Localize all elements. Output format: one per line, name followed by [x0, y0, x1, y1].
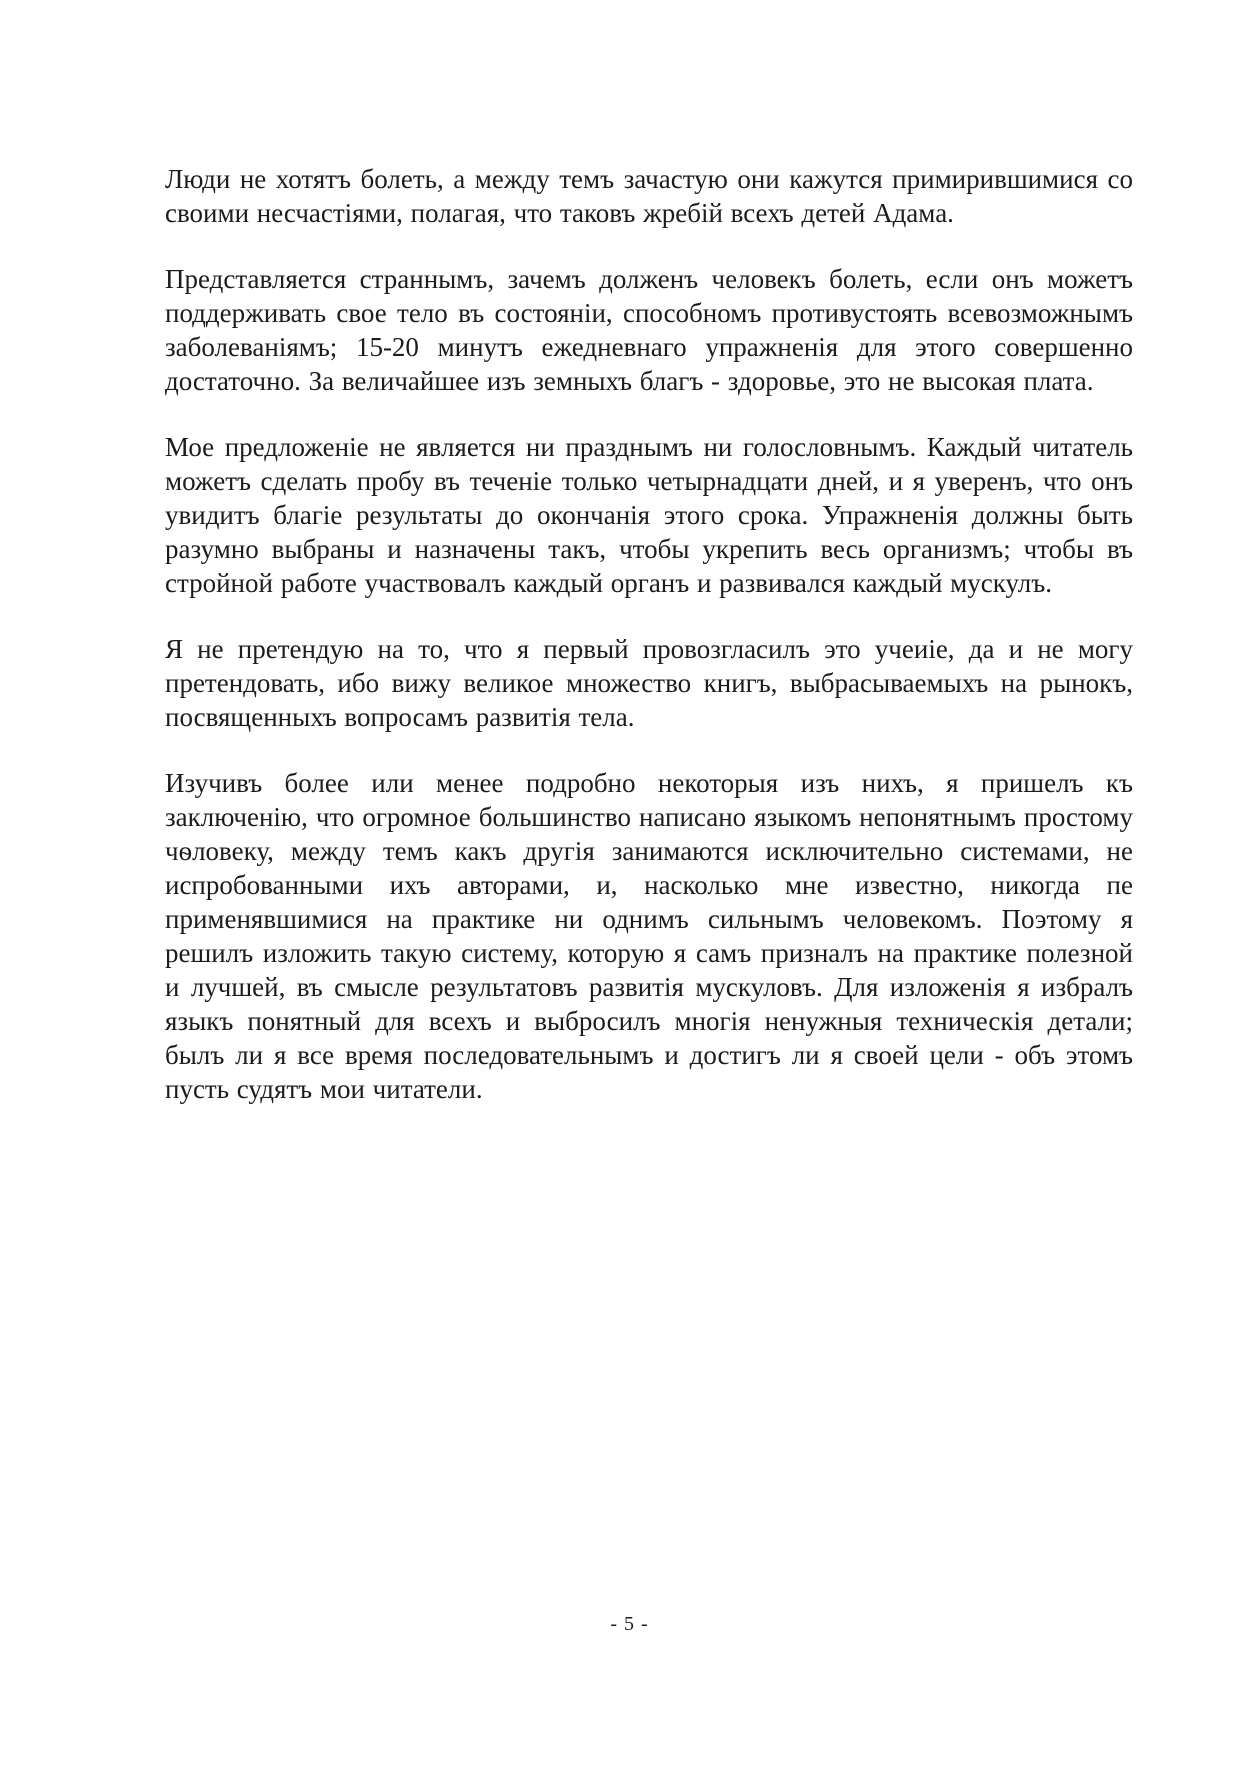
paragraph-2: Представляется страннымъ, зачемъ долженъ человекъ болеть, если онъ можетъ поддерживать свое тело въ состояніи, способномъ противустоять всевозможнымъ заболеваніямъ; 15-20 минутъ ежедневнаго упражненія для этого совершенно достаточно. За величайшее изъ земныхъ благъ - здоровье, это не высокая плата. — [165, 264, 1133, 396]
paragraph-4: Я не претендую на то, что я первый провозгласилъ это учеиіе, да и не могу претендовать, ибо вижу великое множество книгъ, выбрасываемыхъ на рынокъ, посвященныхъ вопросамъ развитія тела. — [165, 634, 1133, 732]
paragraph-5: Изучивъ более или менее подробно некоторыя изъ нихъ, я пришелъ къ заключенію, что огромное большинство написано языкомъ непонятнымъ простому чѳловеку, между темъ какъ другія занимаются исключительно системами, не испробованными ихъ авторами, и, насколько мне известно, никогда пе применявшимися на практике ни однимъ сильнымъ человекомъ. Поэтому я решилъ изложить такую систему, которую я самъ призналъ на практике полезной и лучшей, въ смысле результатовъ развитія мускуловъ. Для изложенія я избралъ языкъ понятный для всехъ и выбросилъ многія ненужныя техническія детали; былъ ли я все время последовательнымъ и достигъ ли я своей цели - объ этомъ пусть судятъ мои читатели. — [165, 768, 1133, 1104]
paragraph-1: Люди не хотятъ болеть, а между темъ зачастую они кажутся примирившимися со своими несчастіями, полагая, что таковъ жребій всехъ детей Адама. — [165, 164, 1133, 228]
body-text — [165, 162, 1133, 1138]
paragraph-3: Мое предложеніе не является ни празднымъ ни голословнымъ. Каждый читатель можетъ сделать пробу въ теченіе только четырнадцати дней, и я уверенъ, что онъ увидитъ благіе результаты до окончанія этого срока. Упражненія должны быть разумно выбраны и назначены такъ, чтобы укрепить весь организмъ; чтобы въ стройной работе участвовалъ каждый органъ и развивался каждый мускулъ. — [165, 432, 1133, 598]
page-number: - 5 - — [610, 1613, 649, 1635]
